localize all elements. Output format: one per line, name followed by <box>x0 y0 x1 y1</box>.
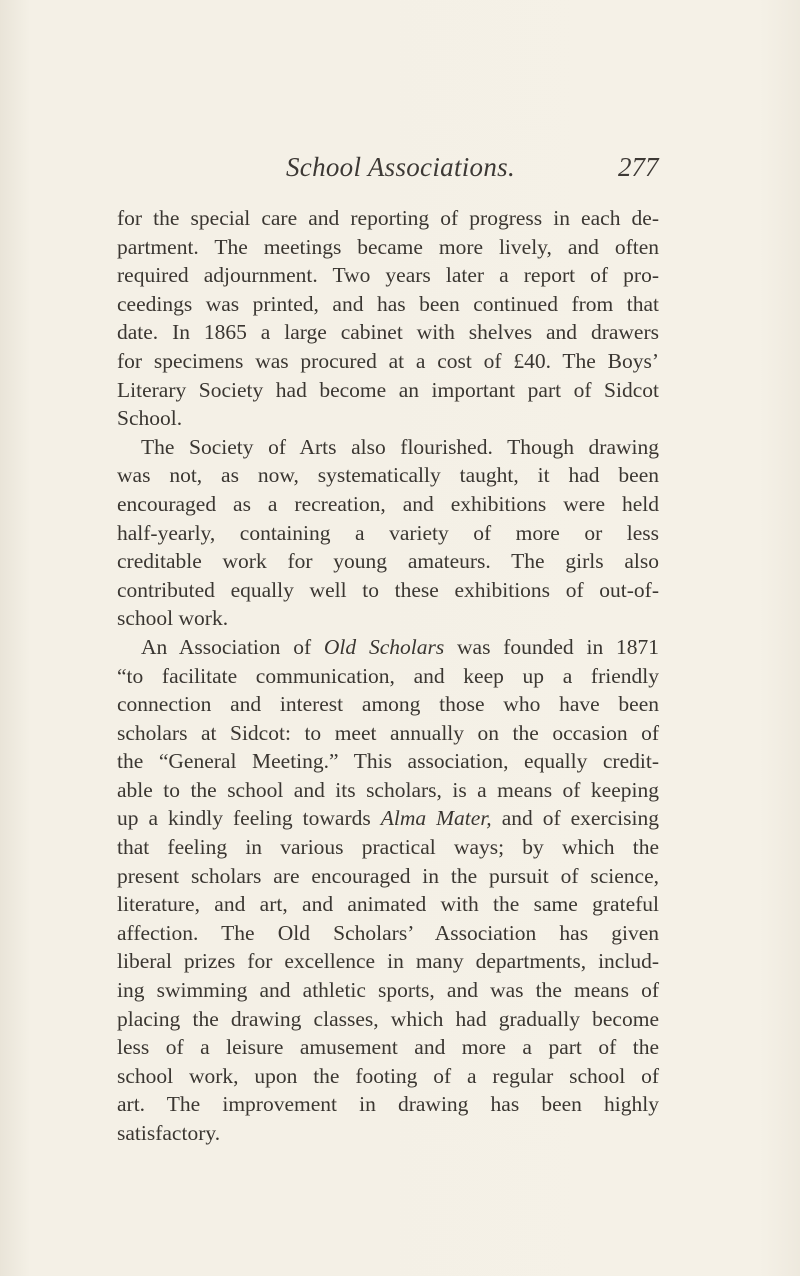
text-line: creditable work for young amateurs. The girls also <box>117 549 659 574</box>
text-segment: and of exercising <box>501 806 659 831</box>
text-line: half-yearly, containing a variety of more or less <box>117 520 659 545</box>
text-line: Literary Society had become an important part of Sidcot <box>117 377 659 402</box>
text-line: was not, as now, systematically taught, it had been <box>117 463 659 488</box>
italic-text: Old Scholars <box>323 634 445 659</box>
text-line: ceedings was printed, and has been continued from that <box>117 291 659 316</box>
text-line: date. In 1865 a large cabinet with shelves and drawers <box>117 320 659 345</box>
text-line: affection. The Old Scholars’ Association has given <box>117 920 659 945</box>
text-line: art. The improvement in drawing has been highly <box>117 1092 659 1117</box>
text-line: School. <box>117 406 183 431</box>
text-line: contributed equally well to these exhibitions of out-of- <box>117 577 659 602</box>
text-line: for the special care and reporting of progress in each de- <box>117 206 659 230</box>
page-number: 277 <box>618 152 659 182</box>
text-line: able to the school and its scholars, is a means of keeping <box>117 777 659 802</box>
text-line <box>117 804 659 833</box>
text-line: present scholars are encouraged in the pursuit of science, <box>117 863 659 888</box>
text-segment: An Association of <box>141 634 324 659</box>
body-text <box>117 204 659 1148</box>
text-line: satisfactory. <box>117 1121 221 1145</box>
text-line: for specimens was procured at a cost of £40. The Boys’ <box>117 348 659 373</box>
text-line: partment. The meetings became more lively, and often <box>117 234 659 259</box>
text-line: “to facilitate communication, and keep up a friendly <box>117 663 659 688</box>
text-line: the “General Meeting.” This association, equally credit- <box>117 749 659 774</box>
text-segment: was founded in 1871 <box>457 634 659 659</box>
text-line: connection and interest among those who have been <box>117 692 659 717</box>
text-line: placing the drawing classes, which had gradually become <box>117 1006 659 1031</box>
text-line: ing swimming and athletic sports, and was the means of <box>117 978 659 1003</box>
text-line: school work. <box>117 606 229 631</box>
text-line: literature, and art, and animated with the same grateful <box>117 892 659 917</box>
text-line: less of a leisure amusement and more a part of the <box>117 1035 659 1060</box>
running-title: School Associations. <box>286 152 516 182</box>
text-line: The Society of Arts also flourished. Though drawing <box>141 434 659 459</box>
text-line: liberal prizes for excellence in many departments, includ- <box>117 949 659 974</box>
italic-text: Alma Mater, <box>380 806 492 831</box>
text-line: required adjournment. Two years later a report of pro- <box>117 263 659 288</box>
text-segment: up a kindly feeling towards <box>117 806 381 831</box>
text-line: scholars at Sidcot: to meet annually on the occasion of <box>117 720 659 745</box>
text-line <box>117 633 659 662</box>
text-line: that feeling in various practical ways; by which the <box>117 835 659 860</box>
text-line: school work, upon the footing of a regular school of <box>117 1063 659 1088</box>
text-line: encouraged as a recreation, and exhibitions were held <box>117 491 659 516</box>
